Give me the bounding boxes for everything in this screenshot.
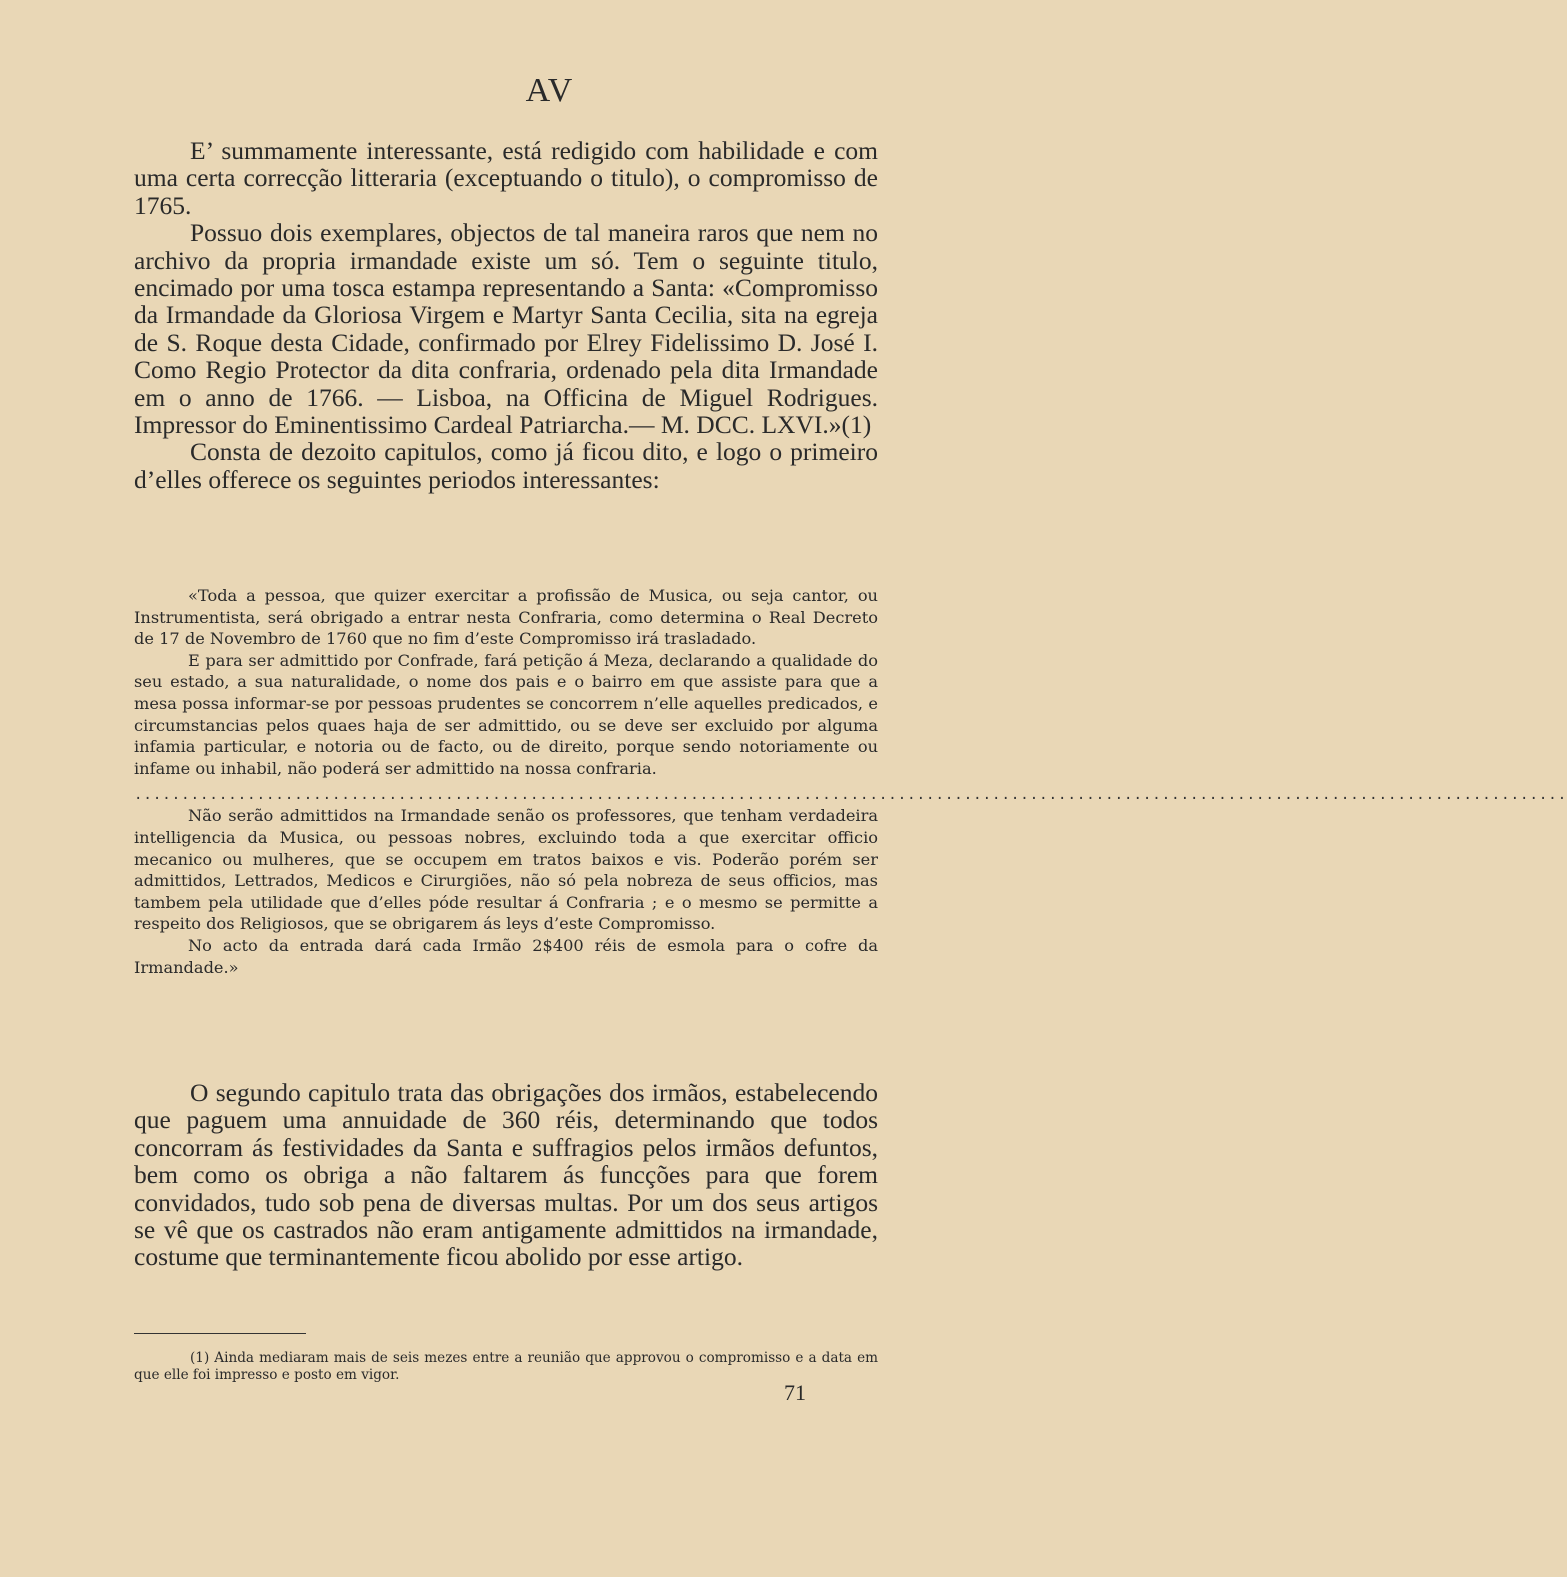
quote-paragraph-3: Não serão admittidos na Irmandade senão os professores, que tenham verdadeira intelligencia da Musica, ou pessoas nobres, excluindo toda a que exercitar officio mecanico ou mulheres, que se occupem em tratos baixos e vis. Poderão porém ser admittidos, Lettrados, Medicos e Cirurgiões, não só pela nobreza de seus officios, mas tambem pela utilidade que d’elles póde resultar á Confraria ; e o mesmo se permitte a respeito dos Religiosos, que se obrigarem ás leys d’este Compromisso.	[134, 806, 878, 934]
quoted-excerpt	[134, 585, 1567, 978]
footnote-text: (1) Ainda mediaram mais de seis mezes entre a reunião que approvou o compromisso e a data em que elle foi impresso e posto em vigor.	[134, 1350, 878, 1383]
paragraph-3: Consta de dezoito capitulos, como já ficou dito, e logo o primeiro d’elles offerece os seguintes periodos interessantes:	[134, 437, 878, 494]
quote-paragraph-1: «Toda a pessoa, que quizer exercitar a profissão de Musica, ou seja cantor, ou Instrumentista, será obrigado a entrar nesta Confraria, como determina o Real Decreto de 17 de Novembro de 1760 que no fim d’este Compromisso irá trasladado.	[134, 586, 878, 649]
page-number: 71	[784, 1380, 806, 1405]
ellipsis-line: ........................................................................................................................................................	[134, 787, 1567, 804]
section-marker: AV	[525, 72, 575, 109]
footnote-rule	[134, 1333, 306, 1334]
quote-paragraph-4: No acto da entrada dará cada Irmão 2$400 réis de esmola para o cofre da Irmandade.»	[134, 935, 878, 977]
paragraph-4: O segundo capitulo trata das obrigações dos irmãos, estabelecendo que paguem uma annuidade de 360 réis, determinando que todos concorram ás festividades da Santa e suffragios pelos irmãos defuntos, bem como os obriga a não faltarem ás funcções para que forem convidados, tudo sob pena de diversas multas. Por um dos seus artigos se vê que os castrados não eram antigamente admittidos na irmandade, costume que terminantemente ficou abolido por esse artigo.	[134, 1078, 878, 1272]
body-text-top	[134, 137, 878, 493]
footnote	[134, 1350, 878, 1384]
paragraph-1: E’ summamente interessante, está redigido com habilidade e com uma certa correcção litteraria (exceptuando o titulo), o compromisso de 1765.	[134, 136, 878, 220]
quote-paragraph-2: E para ser admittido por Confrade, fará petição á Meza, declarando a qualidade do seu estado, a sua naturalidade, o nome dos pais e o bairro em que assiste para que a mesa possa informar-se por pessoas prudentes se concorrem n’elle aquelles predicados, e circumstancias pelos quaes haja de ser admittido, ou se deve ser excluido por alguma infamia particular, e notoria ou de facto, ou de direito, porque sendo notoriamente ou infame ou inhabil, não poderá ser admittido na nossa confraria.	[134, 650, 878, 778]
paragraph-2: Possuo dois exemplares, objectos de tal maneira raros que nem no archivo da propria irmandade existe um só. Tem o seguinte titulo, encimado por uma tosca estampa representando a Santa: «Compromisso da Irmandade da Gloriosa Virgem e Martyr Santa Cecilia, sita na egreja de S. Roque desta Cidade, confirmado por Elrey Fidelissimo D. José I. Como Regio Protector da dita confraria, ordenado pela dita Irmandade em o anno de 1766. — Lisboa, na Officina de Miguel Rodrigues. Impressor do Eminentissimo Cardeal Patriarcha.— M. DCC. LXVI.»(1)	[134, 218, 878, 440]
body-text-bottom	[134, 1079, 878, 1271]
